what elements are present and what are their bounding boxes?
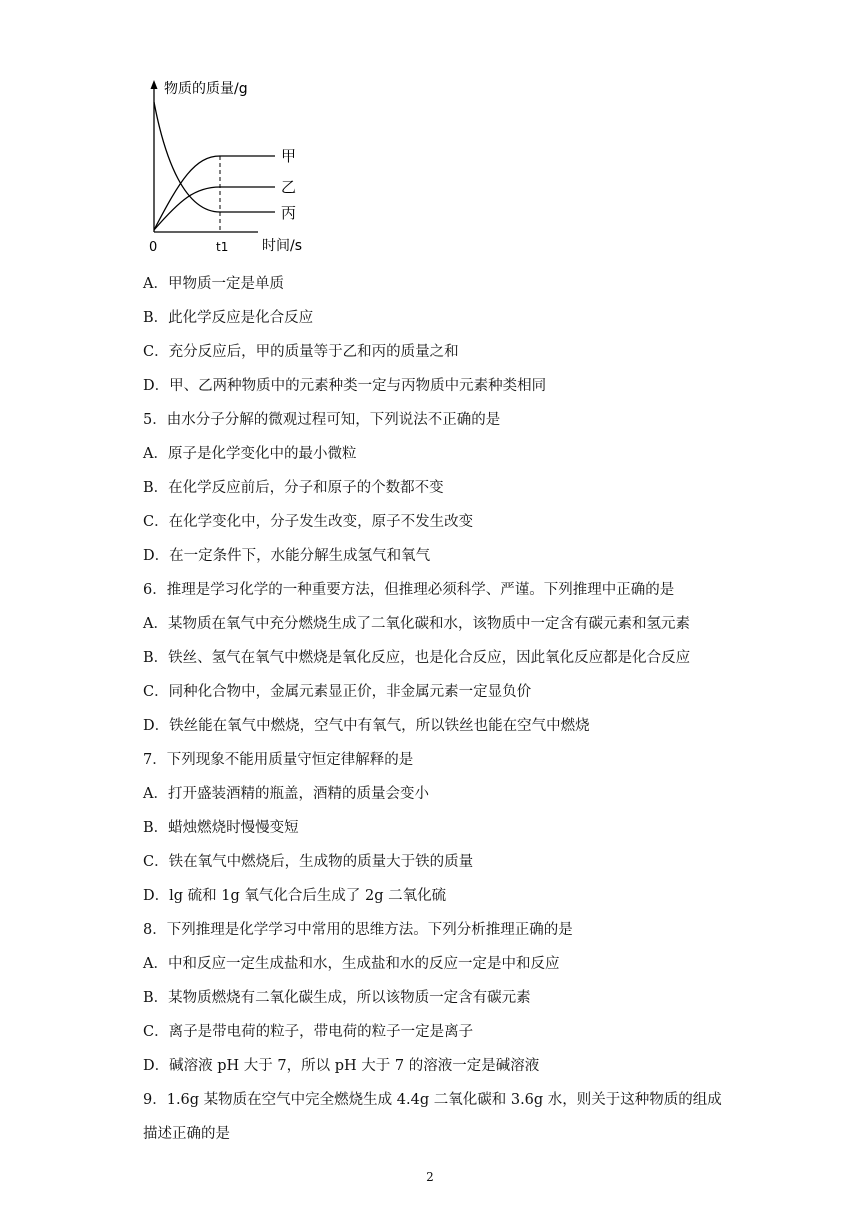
q9-stem-line2: 描述正确的是 [143,1126,230,1142]
q8-option-a: A．中和反应一定生成盐和水，生成盐和水的反应一定是中和反应 [143,956,560,972]
q6-option-a: A．某物质在氧气中充分燃烧生成了二氧化碳和水，该物质中一定含有碳元素和氢元素 [143,616,690,632]
q8-option-c: C．离子是带电荷的粒子，带电荷的粒子一定是离子 [143,1024,474,1040]
q7-option-c: C．铁在氧气中燃烧后，生成物的质量大于铁的质量 [143,854,474,870]
q6-option-c: C．同种化合物中，金属元素显正价，非金属元素一定显负价 [143,684,532,700]
mass-time-graph [140,70,340,260]
t1-label: t1 [216,240,229,254]
page-number: 2 [426,1170,434,1184]
graph-svg [140,70,340,260]
q8-option-b: B．某物质燃烧有二氧化碳生成，所以该物质一定含有碳元素 [143,990,531,1006]
x-axis-label: 时间/s [262,238,303,254]
q6-stem: 6．推理是学习化学的一种重要方法，但推理必须科学、严谨。下列推理中正确的是 [143,582,675,598]
q6-option-d: D．铁丝能在氧气中燃烧，空气中有氧气，所以铁丝也能在空气中燃烧 [143,718,590,734]
label-bing: 丙 [281,204,297,222]
q6-option-b: B．铁丝、氢气在氧气中燃烧是氧化反应，也是化合反应，因此氧化反应都是化合反应 [143,650,691,666]
curve-yi [154,187,275,230]
q7-option-b: B．蜡烛燃烧时慢慢变短 [143,820,299,836]
q7-option-a: A．打开盛装酒精的瓶盖，酒精的质量会变小 [143,786,429,802]
q4-option-d: D．甲、乙两种物质中的元素种类一定与丙物质中元素种类相同 [143,378,547,394]
q7-option-d: D．lg 硫和 1g 氧气化合后生成了 2g 二氧化硫 [143,888,447,904]
q9-stem-line1: 9．1.6g 某物质在空气中完全燃烧生成 4.4g 二氧化碳和 3.6g 水，则关于这种物质的组成 [143,1092,722,1108]
q5-option-a: A．原子是化学变化中的最小微粒 [143,446,357,462]
label-yi: 乙 [281,178,297,196]
y-axis-label: 物质的质量/g [164,81,248,97]
q4-option-c: C．充分反应后，甲的质量等于乙和丙的质量之和 [143,344,459,360]
q5-stem: 5．由水分子分解的微观过程可知，下列说法不正确的是 [143,412,501,428]
q4-option-b: B．此化学反应是化合反应 [143,310,314,326]
label-jia: 甲 [281,147,297,165]
origin-label: 0 [149,240,158,255]
q5-option-b: B．在化学反应前后，分子和原子的个数都不变 [143,480,444,496]
q7-stem: 7．下列现象不能用质量守恒定律解释的是 [143,752,414,768]
q8-option-d: D．碱溶液 pH 大于 7，所以 pH 大于 7 的溶液一定是碱溶液 [143,1058,540,1074]
y-axis-arrow [151,80,158,89]
q4-option-a: A．甲物质一定是单质 [143,276,284,292]
q5-option-d: D．在一定条件下，水能分解生成氢气和氧气 [143,548,431,564]
q8-stem: 8．下列推理是化学学习中常用的思维方法。下列分析推理正确的是 [143,922,573,938]
q5-option-c: C．在化学变化中，分子发生改变，原子不发生改变 [143,514,474,530]
